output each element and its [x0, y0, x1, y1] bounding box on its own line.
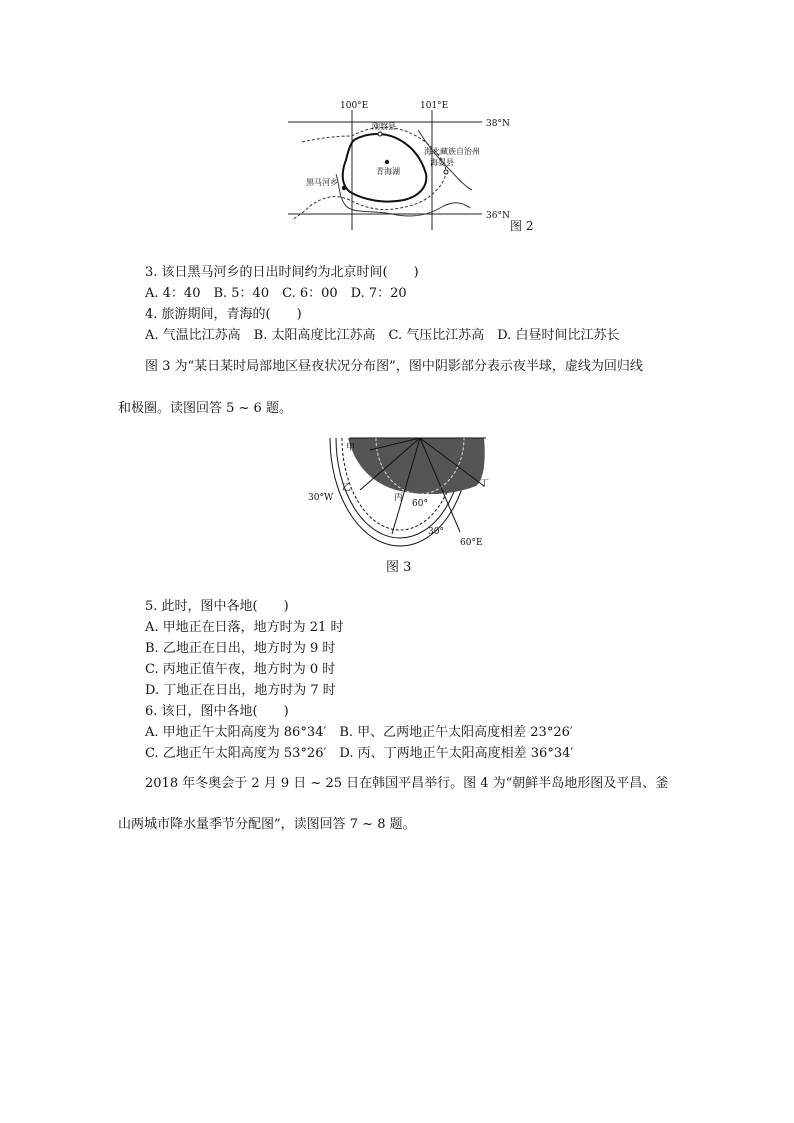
figure-3-caption: 图 3 [386, 560, 412, 575]
question-4-options: A. 气温比江苏高 B. 太阳高度比江苏高 C. 气压比江苏高 D. 白昼时间比江苏长 [145, 328, 620, 343]
figure-3-intro-line-1: 图 3 为“某日某时局部地区昼夜状况分布图”，图中阴影部分表示夜半球，虚线为回归线 [145, 359, 643, 374]
label-100e: 100°E [340, 101, 369, 111]
lake-center-dot [385, 160, 389, 164]
label-30w: 30°W [308, 493, 334, 503]
figure-4-intro-line-2: 山两城市降水量季节分配图”，读图回答 7 ~ 8 题。 [118, 817, 416, 832]
question-6-options-ab: A. 甲地正午太阳高度为 86°34′ B. 甲、乙两地正午太阳高度相差 23°26′ [145, 725, 573, 740]
gangcha-dot [378, 132, 382, 136]
label-jia: 甲 [346, 443, 356, 453]
question-5: 5. 此时，图中各地( ) [145, 599, 289, 614]
label-38n: 38°N [486, 119, 510, 129]
question-5-option-d: D. 丁地正在日出，地方时为 7 时 [145, 683, 336, 698]
heimahe-dot [342, 186, 346, 190]
question-6: 6. 该日，图中各地( ) [145, 704, 289, 719]
boundary-line [292, 128, 446, 221]
night-hemisphere-shading [348, 438, 485, 494]
label-60e: 60°E [460, 538, 483, 548]
label-gangcha: 刚察县 [372, 122, 396, 131]
question-5-option-a: A. 甲地正在日落，地方时为 21 时 [145, 620, 344, 635]
label-30: 30° [428, 527, 444, 537]
figure-3-intro-line-2: 和极圈。读图回答 5 ~ 6 题。 [118, 401, 292, 416]
haiyan-dot [444, 170, 448, 174]
figure-2-caption: 图 2 [510, 219, 534, 233]
figure-2-map [280, 96, 550, 236]
label-haiyan: 海晏县 [430, 158, 454, 167]
figure-4-intro-line-1: 2018 年冬奥会于 2 月 9 日 ~ 25 日在韩国平昌举行。图 4 为“朝鲜半岛地形图及平昌、釜 [145, 776, 669, 791]
label-60: 60° [412, 499, 428, 509]
question-3: 3. 该日黑马河乡的日出时间约为北京时间( ) [145, 265, 419, 280]
label-lake: 青海湖 [376, 167, 400, 176]
label-ding: 丁 [480, 479, 490, 489]
label-36n: 36°N [486, 211, 510, 221]
question-6-options-cd: C. 乙地正午太阳高度为 53°26′ D. 丙、丁两地正午太阳高度相差 36°34′ [145, 746, 574, 761]
label-haibei: 海北藏族自治州 [424, 147, 480, 156]
question-5-option-c: C. 丙地正值午夜，地方时为 0 时 [145, 662, 336, 677]
question-5-option-b: B. 乙地正在日出，地方时为 9 时 [145, 641, 336, 656]
figure-3-diagram [300, 430, 500, 555]
label-yi: 乙 [342, 483, 352, 493]
question-4: 4. 旅游期间，青海的( ) [145, 307, 302, 322]
label-heimahe: 黑马河乡 [306, 178, 338, 187]
label-bing: 丙 [394, 493, 404, 503]
label-101e: 101°E [420, 101, 449, 111]
question-3-options: A. 4：40 B. 5：40 C. 6：00 D. 7：20 [145, 286, 407, 301]
